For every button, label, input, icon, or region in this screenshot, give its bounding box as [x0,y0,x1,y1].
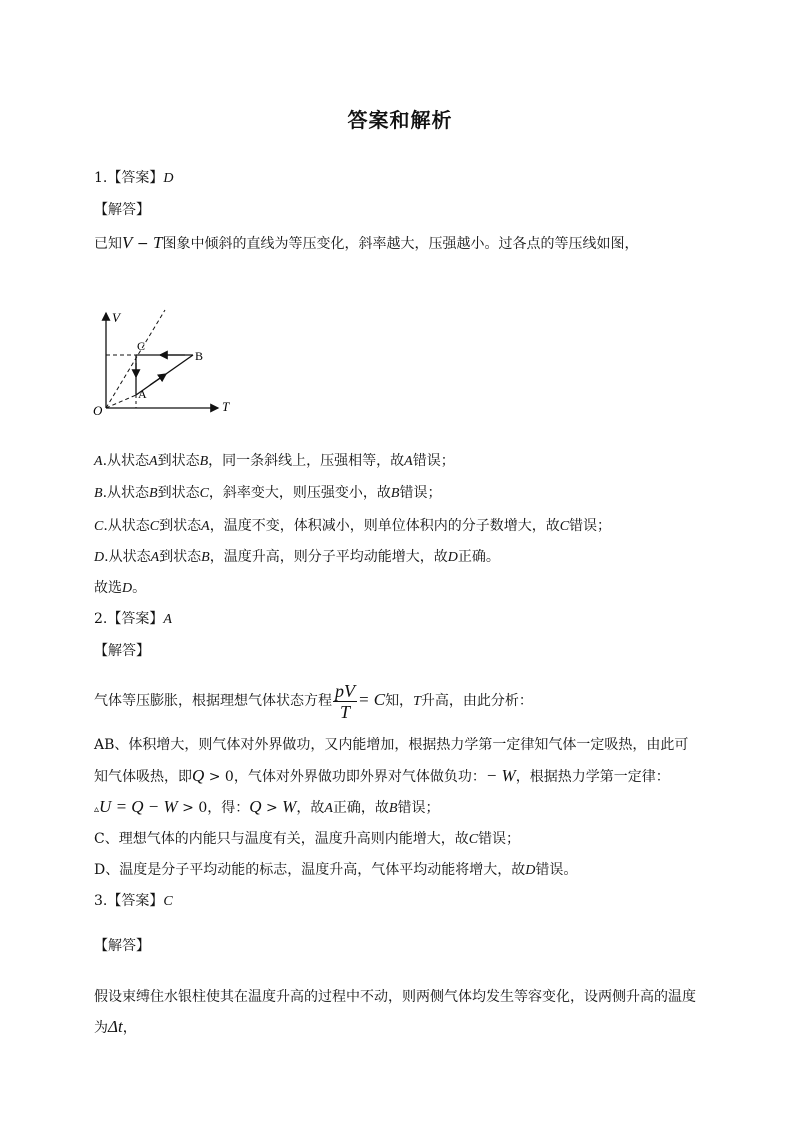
label-b: B [195,349,204,363]
label-c: C [137,339,146,353]
q3-solution-label: 【解答】 [94,938,150,954]
q3-answer-line [94,891,173,912]
q1-answer-line [94,168,173,189]
q3-line-2: 为Δt， [94,1017,137,1036]
label-v: V [112,310,120,325]
q2-answer: A [163,612,172,627]
q1-intro: 已知V − T图象中倾斜的直线为等压变化，斜率越大，压强越小。过各点的等压线如图， [94,233,639,252]
q1-answer: D [163,171,174,186]
q2-answer-line [94,609,172,630]
q2-number: 2. [94,611,108,627]
q3-answer-label: 【答案】 [107,893,164,909]
q2-line-3: 知气体吸热，即Q > 0，气体对外界做功即外界对气体做负功：− W，根据热力学第一定律： [94,766,670,785]
q3-line-1: 假设束缚住水银柱使其在温度升高的过程中不动，则两侧气体均发生等容变化，设两侧升高的温度 [94,989,696,1005]
q1-answer-label: 【答案】 [107,170,164,186]
q1-option-a: A.从状态A到状态B，同一条斜线上，压强相等，故A错误； [94,453,455,469]
label-t: T [222,399,230,414]
q1-solution-label: 【解答】 [94,202,150,218]
label-a: A [138,387,147,401]
page-title: 答案和解析 [347,108,453,132]
arrow-a-b [150,374,166,385]
q3-answer: C [163,894,173,909]
q1-option-b: B.从状态B到状态C，斜率变大，则压强变小，故B错误； [94,485,442,501]
vt-diagram [90,305,250,420]
q2-solution-label: 【解答】 [94,643,150,659]
q2-line-1: 气体等压膨胀，根据理想气体状态方程 $\frac{pV}{T}$ = C知，T升高，由此分析： [94,680,533,722]
q1-number: 1. [94,170,108,186]
q2-line-4: ▵U = Q − W > 0，得：Q > W，故A正确，故B错误； [94,797,440,816]
label-o: O [93,403,103,418]
q1-option-d: D.从状态A到状态B，温度升高，则分子平均动能增大，故D正确。 [94,549,500,565]
q2-line-5: C、理想气体的内能只与温度有关，温度升高则内能增大，故C错误； [94,831,521,847]
q1-option-c: C.从状态C到状态A，温度不变，体积减小，则单位体积内的分子数增大，故C错误； [94,518,612,534]
q1-conclusion: 故选D。 [94,580,147,596]
isobar-ab-ext [106,395,136,408]
q2-answer-label: 【答案】 [107,611,164,627]
q3-number: 3. [94,893,108,909]
q2-line-6: D、温度是分子平均动能的标志，温度升高，气体平均动能将增大，故D错误。 [94,862,578,878]
q2-line-2: AB、体积增大，则气体对外界做功，又内能增加，根据热力学第一定律知气体一定吸热，由此可 [94,737,689,753]
ideal-gas-fraction: $\frac{pV}{T}$ [335,680,355,722]
